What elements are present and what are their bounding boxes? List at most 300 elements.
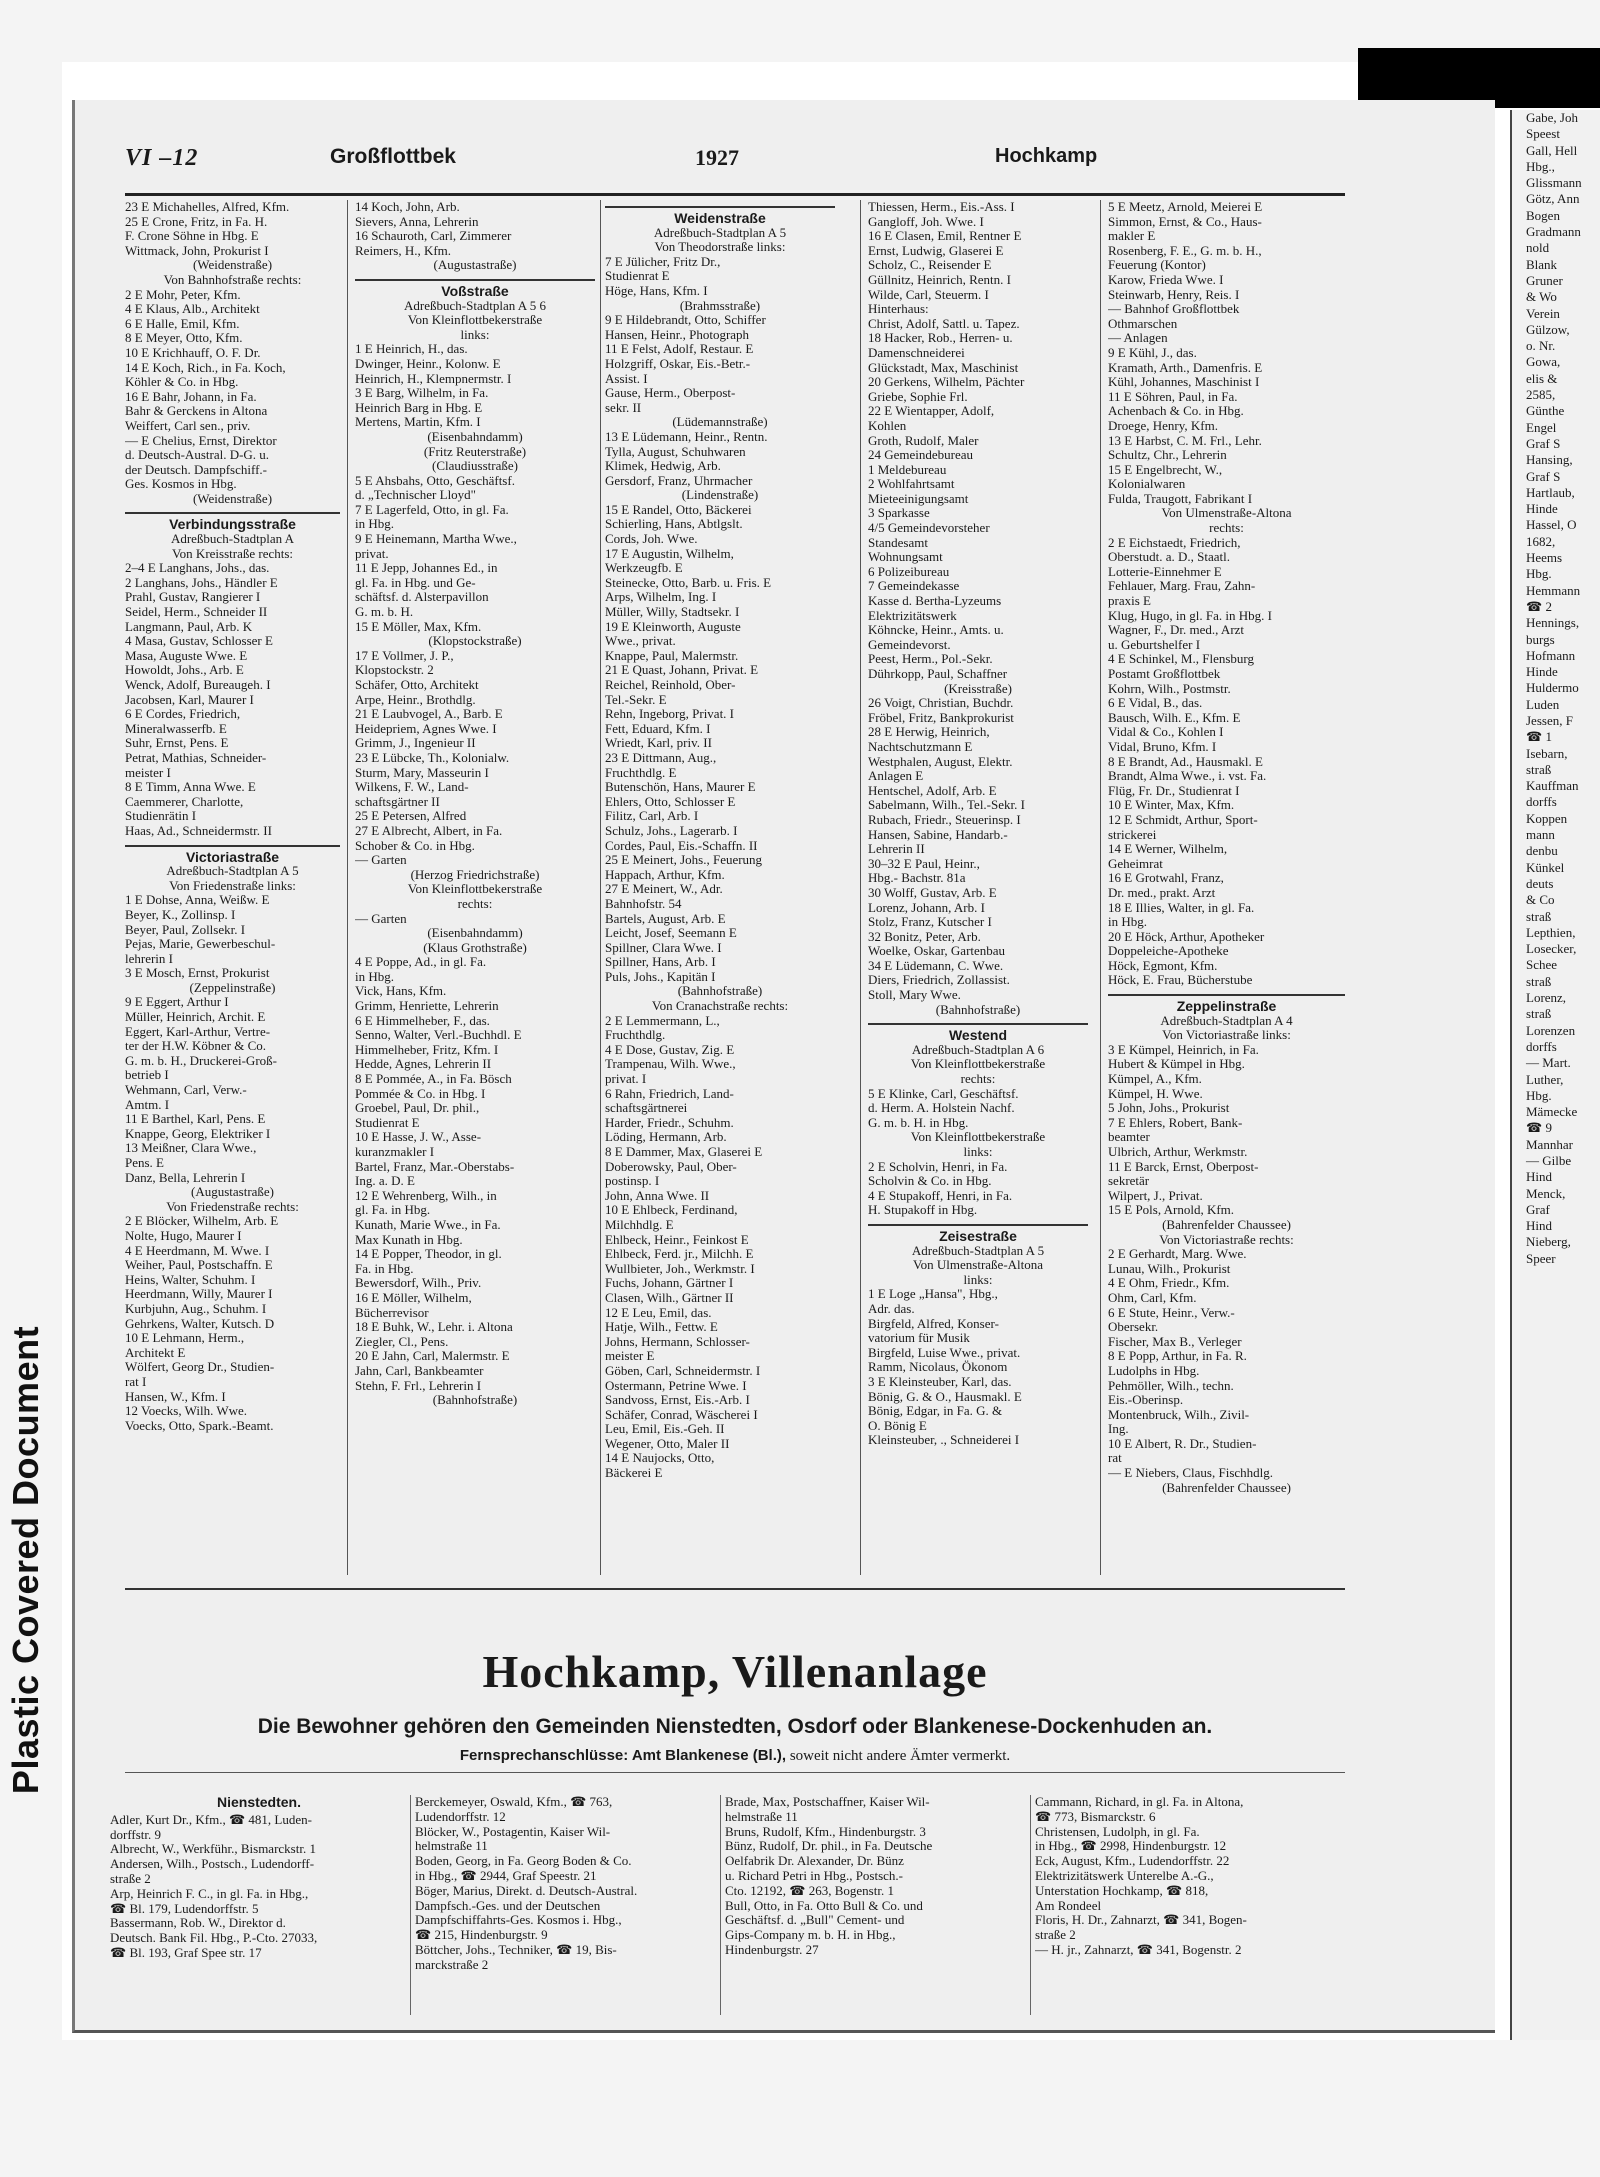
directory-entry-line: 14 E Naujocks, Otto, — [605, 1451, 715, 1466]
directory-entry-line: Löding, Hermann, Arb. — [605, 1130, 727, 1145]
directory-entry-line: Flüg, Fr. Dr., Studienrat I — [1108, 783, 1240, 798]
directory-entry-line: Bruns, Rudolf, Kfm., Hindenburgstr. 3 — [725, 1824, 926, 1839]
directory-entry-line: (Bahrenfelder Chaussee) — [1162, 1217, 1291, 1232]
directory-entry-line: Wriedt, Karl, priv. II — [605, 736, 712, 751]
directory-entry-line: 16 E Möller, Wilhelm, — [355, 1290, 472, 1305]
directory-entry-line: Von Kleinflottbekerstraße — [407, 882, 543, 897]
directory-entry-line: 9 E Heinemann, Martha Wwe., — [355, 532, 517, 547]
next-page-text-fragment: burgs — [1526, 631, 1555, 647]
directory-entry-line: 19 E Kleinworth, Auguste — [605, 619, 741, 634]
directory-entry-line: Kolonialwaren — [1108, 477, 1186, 492]
directory-entry-line: 25 E Meinert, Johs., Feuerung — [605, 853, 763, 868]
next-page-text-fragment: Mannhar — [1526, 1136, 1573, 1152]
directory-entry-line: Hedde, Agnes, Lehrerin II — [355, 1057, 492, 1072]
directory-entry-line: Klopstockstr. 2 — [355, 663, 434, 678]
directory-entry-line: Boden, Georg, in Fa. Georg Boden & Co. — [415, 1854, 632, 1869]
directory-entry-line: Fröbel, Fritz, Bankprokurist — [868, 710, 1014, 725]
column-divider — [410, 1795, 411, 2015]
directory-entry-line: (Fritz Reuterstraße) — [423, 444, 527, 459]
next-page-text-fragment: Hassel, O — [1526, 517, 1577, 533]
directory-entry-line: Nolte, Hugo, Maurer I — [125, 1228, 242, 1243]
directory-entry-line: 4 Masa, Gustav, Schlosser E — [125, 634, 273, 649]
directory-entry-line: Vidal & Co., Kohlen I — [1108, 725, 1224, 740]
directory-entry-line: Glückstadt, Max, Maschinist — [868, 360, 1019, 375]
next-page-text-fragment: Hbg. — [1526, 1087, 1552, 1103]
directory-entry-line: Höck, Egmont, Kfm. — [1108, 958, 1218, 973]
directory-entry-line: Weiher, Paul, Postschaffn. E — [125, 1258, 273, 1273]
directory-entry-line: Holzgriff, Oskar, Eis.-Betr.- — [605, 356, 751, 371]
phone-note — [125, 1747, 1345, 1765]
directory-entry-line: Andersen, Wilh., Postsch., Ludendorff- — [110, 1857, 315, 1872]
directory-entry-line: 2 Wohlfahrtsamt — [868, 477, 955, 492]
directory-entry-line: Mieteeinigungsamt — [868, 491, 969, 506]
directory-entry-line: Pehmöller, Wilh., techn. — [1108, 1378, 1234, 1393]
directory-entry-line: 14 E Popper, Theodor, in gl. — [355, 1247, 502, 1262]
directory-entry-line: Böger, Marius, Direkt. d. Deutsch-Austral. — [415, 1883, 638, 1898]
directory-entry-line: Langmann, Paul, Arb. K — [125, 619, 253, 634]
directory-entry-line: Filitz, Carl, Arb. I — [605, 809, 699, 824]
next-page-text-fragment: Speest — [1526, 126, 1560, 142]
directory-entry-line: 10 E Winter, Max, Kfm. — [1108, 798, 1235, 813]
black-bar — [1358, 48, 1600, 108]
directory-entry-line: (Herzog Friedrichstraße) — [410, 867, 540, 882]
directory-entry-line: 18 E Buhk, W., Lehr. i. Altona — [355, 1320, 513, 1335]
directory-entry-line: Eck, August, Kfm., Ludendorffstr. 22 — [1035, 1854, 1230, 1869]
directory-entry-line: Lunau, Wilh., Prokurist — [1108, 1261, 1231, 1276]
directory-entry-line: Bartel, Franz, Mar.-Oberstabs- — [355, 1159, 515, 1174]
directory-entry-line: Schober & Co. in Hbg. — [355, 838, 475, 853]
page-number: VI –12 — [125, 145, 199, 171]
next-page-text-fragment: 1682, — [1526, 533, 1556, 549]
directory-entry-line: Ramm, Nicolaus, Ökonom — [868, 1360, 1008, 1375]
next-page-text-fragment: Menck, — [1526, 1185, 1566, 1201]
directory-entry-line: 11 E Jepp, Johannes Ed., in — [355, 561, 498, 576]
directory-entry-line: Bahr & Gerckens in Altona — [125, 404, 268, 419]
directory-entry-line: Ehlers, Otto, Schlosser E — [605, 794, 736, 809]
directory-entry-line: Trampenau, Wilh. Wwe., — [605, 1057, 736, 1072]
directory-column-1 — [125, 200, 340, 1575]
directory-entry-line: Fuchs, Johann, Gärtner I — [605, 1276, 734, 1291]
directory-entry-line: O. Bönig E — [868, 1418, 927, 1433]
next-page-text-fragment: Luther, — [1526, 1071, 1564, 1087]
directory-entry-line: Wagner, F., Dr. med., Arzt — [1108, 623, 1245, 638]
directory-entry-line: — E Niebers, Claus, Fischhdlg. — [1108, 1466, 1274, 1481]
directory-entry-line: Ing. a. D. E — [355, 1174, 415, 1189]
directory-entry-line: Reimers, H., Kfm. — [355, 243, 452, 258]
directory-entry-line: 24 Gemeindebureau — [868, 448, 974, 463]
directory-entry-line: Bull, Otto, in Fa. Otto Bull & Co. und — [725, 1898, 923, 1913]
directory-entry-line: 15 E Pols, Arnold, Kfm. — [1108, 1203, 1235, 1218]
directory-entry-line: Wullbieter, Joh., Werkmstr. I — [605, 1261, 755, 1276]
next-page-text-fragment: dorffs — [1526, 794, 1557, 810]
directory-entry-line: Von Friedenstraße rechts: — [166, 1199, 299, 1214]
directory-entry-line: gl. Fa. in Hbg. und Ge- — [355, 575, 476, 590]
directory-entry-line: Studienrätin I — [125, 809, 197, 824]
directory-entry-line: 10 E Hasse, J. W., Asse- — [355, 1130, 482, 1145]
directory-entry-line: Arpe, Heinr., Brothdlg. — [355, 692, 476, 707]
directory-entry-line: Geschäftsf. d. „Bull" Cement- und — [725, 1913, 905, 1928]
directory-entry-line: Ulbrich, Arthur, Werkmstr. — [1108, 1145, 1248, 1159]
next-page-text-fragment: Huldermo — [1526, 680, 1579, 696]
directory-column-5 — [1108, 200, 1345, 1575]
directory-entry-line: Cto. 12192, ☎ 263, Bogenstr. 1 — [725, 1883, 894, 1898]
directory-entry-line: Simmon, Ernst, & Co., Haus- — [1108, 214, 1262, 229]
directory-entry-line: Gips-Company m. b. H. in Hbg., — [725, 1928, 896, 1943]
directory-entry-line: helmstraße 11 — [725, 1809, 798, 1824]
next-page-text-fragment: Koppen — [1526, 810, 1568, 826]
directory-entry-line: 11 E Barthel, Karl, Pens. E — [125, 1112, 266, 1127]
directory-entry-line: Wölfert, Georg Dr., Studien- — [125, 1360, 275, 1375]
directory-entry-line: d. Herm. A. Holstein Nachf. — [868, 1101, 1015, 1116]
directory-entry-line: 27 E Meinert, W., Adr. — [605, 882, 723, 897]
next-page-text-fragment: Gabe, Joh — [1526, 110, 1578, 125]
directory-entry-line: Hentschel, Adolf, Arb. E — [868, 783, 997, 798]
next-page-text-fragment: Nieberg, — [1526, 1234, 1571, 1250]
directory-entry-line: 5 E Klinke, Carl, Geschäftsf. — [868, 1086, 1019, 1101]
directory-entry-line: Elektrizitätswerk Unterelbe A.-G., — [1035, 1868, 1214, 1883]
directory-entry-line: Blöcker, W., Postagentin, Kaiser Wil- — [415, 1824, 611, 1839]
next-page-text-fragment: Gruner — [1526, 272, 1563, 288]
directory-entry-line: Kramath, Arth., Damenfris. E — [1108, 360, 1263, 375]
resident-column-2 — [415, 1795, 715, 2015]
directory-entry-line: Knappe, Georg, Elektriker I — [125, 1126, 271, 1141]
directory-entry-line: Adreßbuch-Stadtplan A 6 — [911, 1042, 1045, 1057]
directory-entry-line: helmstraße 11 — [415, 1839, 488, 1854]
directory-entry-line: Lotterie-Einnehmer E — [1108, 564, 1222, 579]
next-page-text-fragment: Hansing, — [1526, 452, 1573, 468]
directory-entry-line: strickerei — [1108, 827, 1157, 842]
directory-entry-line: Arps, Wilhelm, Ing. I — [605, 590, 717, 605]
next-page-text-fragment: Gowa, — [1526, 354, 1561, 370]
directory-entry-line: 16 E Grotwahl, Franz, — [1108, 871, 1224, 886]
directory-entry-line: 21 E Laubvogel, A., Barb. E — [355, 707, 503, 722]
next-page-text-fragment: Bogen — [1526, 207, 1560, 223]
directory-entry-line: Adreßbuch-Stadtplan A 5 — [911, 1243, 1045, 1258]
directory-entry-line: 6 Polizeibureau — [868, 564, 950, 579]
directory-entry-line: (Lüdemannstraße) — [672, 415, 768, 430]
directory-entry-line: Gersdorf, Franz, Uhrmacher — [605, 473, 753, 488]
directory-entry-line: Stolz, Franz, Kutscher I — [868, 915, 992, 930]
directory-entry-line: Berckemeyer, Oswald, Kfm., ☎ 763, — [415, 1795, 613, 1809]
directory-entry-line: 16 E Clasen, Emil, Rentner E — [868, 229, 1022, 244]
directory-entry-line: Reichel, Reinhold, Ober- — [605, 678, 736, 692]
directory-entry-line: d. Deutsch-Austral. D-G. u. — [125, 448, 270, 463]
directory-entry-line: Schulz, Johs., Lagerarb. I — [605, 823, 738, 838]
directory-entry-line: praxis E — [1108, 594, 1151, 609]
directory-entry-line: 3 E Kümpel, Heinrich, in Fa. — [1108, 1042, 1259, 1057]
directory-entry-line: Von Kleinflottbekerstraße — [910, 1057, 1046, 1072]
directory-entry-line: Heinrich Barg in Hbg. E — [355, 400, 483, 415]
directory-entry-line: Sievers, Anna, Lehrerin — [355, 214, 479, 229]
directory-entry-line: sekretär — [1108, 1174, 1150, 1189]
next-page-text-fragment: Schee — [1526, 957, 1558, 973]
directory-entry-line: Nachtschutzmann E — [868, 739, 973, 754]
directory-entry-line: — Anlagen — [1108, 331, 1168, 346]
directory-entry-line: 12 E Schmidt, Arthur, Sport- — [1108, 812, 1258, 827]
directory-entry-line: Hubert & Kümpel in Hbg. — [1108, 1057, 1245, 1072]
directory-entry-line: Amtm. I — [125, 1097, 170, 1112]
directory-entry-line: Grimm, J., Ingenieur II — [355, 736, 476, 751]
directory-entry-line: 6 E Stute, Heinr., Verw.- — [1108, 1305, 1235, 1320]
directory-entry-line: 10 E Albert, R. Dr., Studien- — [1108, 1436, 1257, 1451]
directory-entry-line: Dührkopp, Paul, Schaffner — [868, 667, 1008, 681]
directory-entry-line: 8 E Meyer, Otto, Kfm. — [125, 331, 243, 346]
directory-entry-line: Achenbach & Co. in Hbg. — [1108, 404, 1244, 419]
scan-margin-left — [0, 0, 62, 2177]
directory-entry-line: 8 E Brandt, Ad., Hausmakl. E — [1108, 754, 1263, 769]
directory-entry-line: Ohm, Carl, Kfm. — [1108, 1290, 1197, 1305]
directory-entry-line: Wohnungsamt — [868, 550, 943, 565]
directory-entry-line: ☎ 773, Bismarckstr. 6 — [1035, 1809, 1156, 1824]
directory-column-2 — [355, 200, 595, 1575]
directory-entry-line: (Bahnhofstraße) — [432, 1393, 518, 1408]
directory-entry-line: rat — [1108, 1451, 1122, 1466]
phone-label: Fernsprechanschlüsse: Amt Blankenese (Bl.), — [459, 1747, 787, 1764]
next-page-text-fragment: straß — [1526, 908, 1552, 924]
directory-entry-line: 23 E Lübcke, Th., Kolonialw. — [355, 750, 510, 765]
directory-entry-line: 5 E Ahsbahs, Otto, Geschäftsf. — [355, 473, 515, 488]
directory-entry-line: 14 E Werner, Wilhelm, — [1108, 842, 1228, 857]
directory-entry-line: (Klaus Grothstraße) — [423, 940, 527, 955]
directory-entry-line: 16 Schauroth, Carl, Zimmerer — [355, 229, 512, 244]
directory-entry-line: 7 E Jülicher, Fritz Dr., — [605, 254, 721, 269]
directory-entry-line: Fa. in Hbg. — [355, 1261, 414, 1276]
directory-entry-line: 2 Langhans, Johs., Händler E — [125, 575, 278, 590]
directory-entry-line: Gause, Herm., Oberpost- — [605, 386, 736, 401]
directory-entry-line: Bäckerei E — [605, 1466, 663, 1481]
directory-entry-line: rechts: — [960, 1072, 996, 1087]
next-page-text-fragment: Hind — [1526, 1169, 1552, 1185]
directory-entry-line: Masa, Auguste Wwe. E — [125, 648, 248, 663]
directory-entry-line: u. Richard Petri in Hbg., Postsch.- — [725, 1868, 904, 1883]
directory-entry-line: Vidal, Bruno, Kfm. I — [1108, 739, 1217, 754]
directory-entry-line: 2 E Gerhardt, Marg. Wwe. — [1108, 1247, 1247, 1262]
directory-entry-line: Lorenz, Johann, Arb. I — [868, 900, 985, 915]
directory-entry-line: Ernst, Ludwig, Glaserei E — [868, 243, 1004, 258]
next-page-text-fragment: o. Nr. — [1526, 338, 1556, 354]
directory-entry-line: Adler, Kurt Dr., Kfm., ☎ 481, Luden- — [110, 1812, 312, 1827]
directory-entry-line: (Brahmsstraße) — [679, 298, 761, 313]
directory-entry-line: d. „Technischer Lloyd" — [355, 488, 476, 503]
directory-entry-line: 16 E Bahr, Johann, in Fa. — [125, 389, 257, 404]
next-page-text-fragment: Hinde — [1526, 664, 1558, 680]
directory-entry-line: (Lindenstraße) — [681, 488, 759, 503]
next-page-text-fragment: straß — [1526, 1006, 1552, 1022]
directory-entry-line: u. Geburtshelfer I — [1108, 637, 1201, 652]
next-page-text-fragment: Isebarn, — [1526, 745, 1568, 761]
directory-entry-line: 4 E Schinkel, M., Flensburg — [1108, 652, 1255, 667]
directory-entry-line: Wegener, Otto, Maler II — [605, 1436, 730, 1451]
next-page-text-fragment: Engel — [1526, 419, 1557, 435]
directory-entry-line: Böttcher, Johs., Techniker, ☎ 19, Bis- — [415, 1942, 617, 1957]
directory-entry-line: 6 E Vidal, B., das. — [1108, 696, 1203, 711]
directory-entry-line: 2 E Mohr, Peter, Kfm. — [125, 287, 241, 302]
directory-entry-line: Geheimrat — [1108, 856, 1163, 871]
directory-entry-line: Bönig, G. & O., Hausmakl. E — [868, 1389, 1022, 1404]
directory-entry-line: in Hbg. — [355, 517, 394, 532]
next-page-text-fragment: & Co — [1526, 892, 1555, 908]
directory-entry-line: Schultz, Chr., Lehrerin — [1108, 448, 1227, 463]
directory-entry-line: links: — [963, 1272, 993, 1287]
directory-entry-line: G. m. b. H. — [355, 605, 414, 620]
directory-entry-line: in Hbg., ☎ 2998, Hindenburgstr. 12 — [1035, 1839, 1227, 1854]
directory-entry-line: Grimm, Henriette, Lehrerin — [355, 999, 499, 1014]
directory-entry-line: Beyer, K., Zollinsp. I — [125, 907, 236, 922]
directory-entry-line: (Klopstockstraße) — [428, 634, 522, 649]
next-page-text-fragment: ☎ 2 — [1526, 598, 1552, 614]
directory-entry-line: Heerdmann, Willy, Maurer I — [125, 1287, 273, 1302]
next-page-text-fragment: — Gilbe — [1526, 1153, 1572, 1168]
column-divider — [347, 200, 348, 1575]
directory-entry-line: Studienrat E — [355, 1115, 420, 1130]
directory-entry-line: Karow, Frieda Wwe. I — [1108, 272, 1224, 287]
directory-entry-line: 18 Hacker, Rob., Herren- u. — [868, 331, 1013, 346]
directory-entry-line: Kümpel, A., Kfm. — [1108, 1072, 1202, 1087]
directory-entry-line: 32 Bonitz, Peter, Arb. — [868, 929, 981, 944]
directory-entry-line: Gehrkens, Walter, Kutsch. D — [125, 1316, 275, 1331]
directory-entry-line: 8 E Timm, Anna Wwe. E — [125, 780, 256, 795]
directory-entry-line: Obersekr. — [1108, 1320, 1159, 1335]
directory-entry-line: (Kreisstraße) — [944, 681, 1012, 696]
directory-entry-line: — Bahnhof Großflottbek — [1108, 302, 1240, 317]
directory-entry-line: Christensen, Ludolph, in gl. Fa. — [1035, 1824, 1200, 1839]
directory-entry-line: 15 E Engelbrecht, W., — [1108, 462, 1223, 477]
directory-entry-line: Floris, H. Dr., Zahnarzt, ☎ 341, Bogen- — [1035, 1913, 1247, 1928]
directory-entry-line: Ing. — [1108, 1422, 1129, 1437]
directory-entry-line: Fruchthdlg. — [605, 1028, 666, 1043]
directory-entry-line: links: — [963, 1145, 993, 1159]
directory-entry-line: Birgfeld, Luise Wwe., privat. — [868, 1345, 1021, 1360]
next-page-text-fragment: Günthe — [1526, 403, 1565, 419]
directory-entry-line: (Bahnhofstraße) — [935, 1002, 1021, 1017]
directory-entry-line: 18 E Illies, Walter, in gl. Fa. — [1108, 900, 1255, 915]
directory-entry-line: Peest, Herm., Pol.-Sekr. — [868, 652, 993, 667]
directory-entry-line: schaftsgärtnerei — [605, 1101, 688, 1116]
next-page-text-fragment: deuts — [1526, 875, 1554, 891]
next-page-text-fragment: Lorenzen — [1526, 1022, 1576, 1038]
next-page-text-fragment: dorffs — [1526, 1038, 1557, 1054]
directory-entry-line: 27 E Albrecht, Albert, in Fa. — [355, 823, 503, 838]
directory-entry-line: Wenck, Adolf, Bureaugeh. I — [125, 678, 271, 692]
directory-entry-line: Heinrich, H., Klempnermstr. I — [355, 371, 512, 386]
directory-entry-line: Kühl, Johannes, Maschinist I — [1108, 375, 1260, 390]
directory-entry-line: Vick, Hans, Kfm. — [355, 984, 447, 999]
directory-entry-line: 23 E Dittmann, Aug., — [605, 750, 717, 765]
directory-entry-line: Anlagen E — [868, 769, 924, 784]
directory-entry-line: 4/5 Gemeindevorsteher — [868, 521, 990, 536]
directory-entry-line: Adreßbuch-Stadtplan A 4 — [1160, 1013, 1293, 1028]
directory-entry-line: Schierling, Hans, Abtlgslt. — [605, 517, 743, 532]
directory-entry-line: Sturm, Mary, Masseurin I — [355, 765, 489, 780]
directory-entry-line: Von Cranachstraße rechts: — [651, 999, 789, 1014]
directory-entry-line: Pommée & Co. in Hbg. I — [355, 1086, 486, 1101]
directory-entry-line: Milchhdlg. E — [605, 1217, 674, 1232]
directory-entry-line: 21 E Quast, Johann, Privat. E — [605, 663, 759, 678]
directory-entry-line: Lehrerin II — [868, 842, 925, 857]
directory-entry-line: — Garten — [355, 853, 407, 868]
directory-entry-line: 11 E Söhren, Paul, in Fa. — [1108, 389, 1238, 404]
next-page-text-fragment: nold — [1526, 240, 1550, 256]
directory-entry-line: Senno, Walter, Verl.-Buchhdl. E — [355, 1028, 522, 1043]
street-section-heading: Nienstedten. — [216, 1795, 301, 1810]
section-subtitle: Die Bewohner gehören den Gemeinden Nienstedten, Osdorf oder Blankenese-Dockenhuden an. — [257, 1715, 1213, 1738]
next-page-text-fragment: Götz, Ann — [1526, 191, 1580, 207]
directory-entry-line: 2 E Blöcker, Wilhelm, Arb. E — [125, 1214, 279, 1229]
directory-entry-line: Schäfer, Otto, Architekt — [355, 678, 479, 692]
directory-entry-line: (Weidenstraße) — [192, 258, 273, 273]
directory-entry-line: Hansen, Sabine, Handarb.- — [868, 827, 1008, 842]
directory-entry-line: 11 E Felst, Adolf, Restaur. E — [605, 342, 754, 357]
directory-entry-line: 5 John, Johs., Prokurist — [1108, 1101, 1230, 1116]
directory-entry-line: Am Rondeel — [1035, 1898, 1102, 1913]
directory-entry-line: 8 E Pommée, A., in Fa. Bösch — [355, 1072, 512, 1087]
directory-entry-line: Bartels, August, Arb. E — [605, 911, 726, 926]
directory-entry-line: Ziegler, Cl., Pens. — [355, 1334, 449, 1349]
directory-entry-line: ☎ Bl. 193, Graf Spee str. 17 — [110, 1945, 262, 1960]
directory-entry-line: Bausch, Wilh. E., Kfm. E — [1108, 710, 1241, 725]
directory-entry-line: in Hbg. — [1108, 915, 1147, 930]
directory-entry-line: Brade, Max, Postschaffner, Kaiser Wil- — [725, 1795, 930, 1809]
directory-entry-line: 15 E Möller, Max, Kfm. — [355, 619, 482, 634]
directory-entry-line: 2 E Lemmermann, L., — [605, 1013, 720, 1028]
directory-entry-line: 22 E Wientapper, Adolf, — [868, 404, 995, 419]
street-section-heading: Victoriastraße — [125, 845, 340, 865]
directory-entry-line: (Weidenstraße) — [192, 491, 273, 506]
directory-entry-line: Oelfabrik Dr. Alexander, Dr. Bünz — [725, 1854, 904, 1869]
directory-entry-line: Bönig, Edgar, in Fa. G. & — [868, 1404, 1003, 1419]
directory-entry-line: Wwe., privat. — [605, 634, 676, 649]
next-page-text-fragment: Künkel — [1526, 859, 1565, 875]
directory-entry-line: Werkzeugfb. E — [605, 561, 683, 576]
directory-entry-line: Bücherrevisor — [355, 1305, 429, 1320]
street-section-heading: Weidenstraße — [605, 206, 835, 226]
directory-entry-line: ter der H.W. Köbner & Co. — [125, 1039, 267, 1054]
directory-entry-line: Griebe, Sophie Frl. — [868, 389, 968, 404]
resident-column-4 — [1035, 1795, 1345, 2015]
directory-entry-line: sekr. II — [605, 400, 642, 415]
directory-entry-line: meister E — [605, 1349, 655, 1364]
next-page-text-fragment: denbu — [1526, 843, 1558, 859]
directory-entry-line: Von Ulmenstraße-Altona — [1161, 506, 1292, 521]
directory-entry-line: Kohlen — [868, 418, 907, 433]
directory-entry-line: 4 E Dose, Gustav, Zig. E — [605, 1042, 735, 1057]
directory-entry-line: Ludendorffstr. 12 — [415, 1809, 506, 1824]
directory-entry-line: Westphalen, August, Elektr. — [868, 754, 1013, 769]
next-page-text-fragment: Gall, Hell — [1526, 142, 1578, 158]
directory-entry-line: Leu, Emil, Eis.-Geh. II — [605, 1422, 725, 1437]
directory-entry-line: Christ, Adolf, Sattl. u. Tapez. — [868, 316, 1020, 331]
directory-entry-line: Göben, Carl, Schneidermstr. I — [605, 1363, 761, 1378]
directory-entry-line: dorffstr. 9 — [110, 1827, 162, 1842]
directory-entry-line: Happach, Arthur, Kfm. — [605, 867, 725, 882]
directory-entry-line: H. Stupakoff in Hbg. — [868, 1203, 978, 1218]
directory-entry-line: Rehn, Ingeborg, Privat. I — [605, 707, 735, 722]
directory-entry-line: — H. jr., Zahnarzt, ☎ 341, Bogenstr. 2 — [1035, 1942, 1242, 1957]
directory-entry-line: Doberowsky, Paul, Ober- — [605, 1159, 737, 1174]
directory-entry-line: (Eisenbahndamm) — [427, 429, 523, 444]
next-page-text-fragment: mann — [1526, 827, 1555, 843]
page-header — [55, 145, 1345, 175]
next-page-text-fragment: Graf S — [1526, 468, 1561, 484]
directory-entry-line: 4 E Klaus, Alb., Architekt — [125, 302, 260, 317]
directory-entry-line: Danz, Bella, Lehrerin I — [125, 1170, 246, 1185]
directory-entry-line: — Garten — [355, 911, 407, 926]
directory-entry-line: Spillner, Clara Wwe. I — [605, 940, 722, 955]
directory-entry-line: Mertens, Martin, Kfm. I — [355, 415, 481, 430]
directory-entry-line: Standesamt — [868, 535, 928, 550]
directory-entry-line: Knappe, Paul, Malermstr. — [605, 648, 739, 663]
directory-entry-line: Droege, Henry, Kfm. — [1108, 418, 1218, 433]
